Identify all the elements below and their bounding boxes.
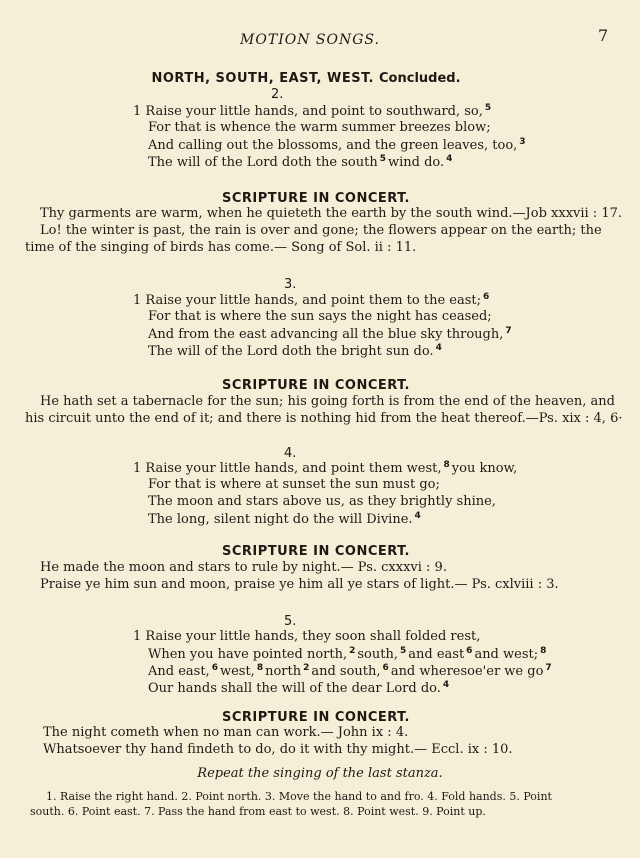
- motion-marker: 8: [540, 646, 547, 656]
- scripture-line: Praise ye him sun and moon, praise ye him all ye stars of light.— Ps. cxlviii : 3.: [40, 577, 559, 592]
- motion-marker: 5: [399, 646, 407, 656]
- scripture-line: Lo! the winter is past, the rain is over and gone; the flowers appear on the earth; the: [40, 223, 602, 238]
- motion-marker: 8: [256, 663, 264, 673]
- section-title-suffix: Concluded.: [379, 71, 461, 86]
- page-number: 7: [598, 26, 609, 45]
- motion-marker: 4: [414, 511, 421, 521]
- stanza-number: 5.: [284, 614, 297, 629]
- verse-line: [148, 477, 440, 492]
- verse-text: wind do.: [387, 155, 445, 170]
- stanza-number: 4.: [284, 446, 297, 461]
- stanza-number: 2.: [271, 87, 284, 102]
- verse-line: [148, 663, 554, 679]
- running-title: MOTION SONGS.: [240, 32, 380, 48]
- motion-marker: 5: [379, 154, 386, 164]
- scripture-line: He hath set a tabernacle for the sun; his going forth is from the end of the heaven, and: [40, 394, 615, 409]
- verse-text: west,: [219, 664, 255, 679]
- verse-text: And east,: [148, 664, 210, 679]
- verse-line: [148, 137, 528, 153]
- motion-marker: 6: [211, 663, 218, 673]
- motion-marker: 4: [442, 680, 450, 690]
- motion-marker: 7: [505, 326, 512, 336]
- scripture-line: Whatsoever thy hand findeth to do, do it with thy might.— Eccl. ix : 10.: [43, 742, 513, 757]
- verse-line: [148, 120, 491, 135]
- motion-marker: 8: [443, 460, 450, 470]
- verse-text: The long, silent night do the will Divine.: [148, 512, 413, 527]
- motion-marker: 6: [483, 292, 490, 302]
- verse-text: When you have pointed north,: [148, 647, 348, 662]
- verse-text: Our hands shall the will of the dear Lord do.: [148, 681, 441, 696]
- scripture-heading: SCRIPTURE IN CONCERT.: [221, 544, 410, 559]
- motion-marker: 4: [446, 154, 453, 164]
- verse-line: [133, 103, 493, 119]
- stanza-number: 3.: [284, 277, 297, 292]
- verse-text: and east: [408, 647, 465, 662]
- motion-marker: 6: [382, 663, 389, 673]
- motion-marker: 7: [545, 663, 552, 673]
- verse-text: The moon and stars above us, as they brightly shine,: [148, 494, 496, 509]
- scripture-line: The night cometh when no man can work.— John ix : 4.: [43, 725, 409, 740]
- verse-line: [133, 292, 491, 308]
- verse-text: north: [265, 664, 302, 679]
- motion-marker: 3: [519, 137, 526, 147]
- verse-text: For that is where the sun says the night has ceased;: [148, 309, 492, 324]
- verse-line: [148, 309, 492, 324]
- footnote-line: 1. Raise the right hand. 2. Point north. 3. Move the hand to and fro. 4. Fold hands. 5. Point: [46, 790, 552, 803]
- footnote-line: south. 6. Point east. 7. Pass the hand from east to west. 8. Point west. 9. Point up.: [30, 805, 486, 818]
- verse-text: south,: [357, 647, 398, 662]
- verse-line-number: 1: [133, 104, 142, 119]
- verse-line-number: 1: [133, 293, 142, 308]
- verse-line-number: 1: [133, 461, 142, 476]
- verse-text: For that is whence the warm summer breezes blow;: [148, 120, 491, 135]
- verse-text: Raise your little hands, they soon shall folded rest,: [145, 629, 481, 644]
- scripture-line: Thy garments are warm, when he quieteth the earth by the south wind.—Job xxxvii : 17.: [40, 206, 622, 221]
- verse-line: [133, 629, 480, 644]
- verse-text: And calling out the blossoms, and the green leaves, too,: [148, 138, 518, 153]
- verse-line: [133, 460, 517, 476]
- verse-line: [148, 326, 514, 342]
- scripture-heading: SCRIPTURE IN CONCERT.: [221, 710, 410, 725]
- motion-marker: 2: [349, 646, 356, 656]
- verse-line-number: 1: [133, 629, 142, 644]
- repeat-note: Repeat the singing of the last stanza.: [197, 766, 443, 781]
- verse-text: For that is where at sunset the sun must go;: [148, 477, 440, 492]
- scripture-line: He made the moon and stars to rule by night.— Ps. cxxxvi : 9.: [40, 560, 447, 575]
- verse-line: [148, 646, 548, 662]
- scripture-line: time of the singing of birds has come.— Song of Sol. ii : 11.: [25, 240, 417, 255]
- verse-line: [148, 154, 454, 170]
- motion-marker: 6: [466, 646, 473, 656]
- verse-line: [148, 343, 444, 359]
- motion-marker: 5: [484, 103, 492, 113]
- verse-text: and south,: [311, 664, 381, 679]
- motion-marker: 2: [303, 663, 310, 673]
- section-title-line: [0, 67, 612, 86]
- verse-text: and west;: [474, 647, 539, 662]
- scripture-heading: SCRIPTURE IN CONCERT.: [221, 191, 410, 206]
- verse-text: Raise your little hands, and point to southward, so,: [145, 104, 483, 119]
- section-title: NORTH, SOUTH, EAST, WEST.: [151, 71, 374, 86]
- verse-text: you know,: [451, 461, 518, 476]
- verse-line: [148, 680, 451, 696]
- verse-line: [148, 494, 496, 509]
- verse-text: Raise your little hands, and point them to the east;: [145, 293, 481, 308]
- verse-text: Raise your little hands, and point them west,: [145, 461, 442, 476]
- verse-text: and wheresoe'er we go: [390, 664, 544, 679]
- verse-line: [148, 511, 423, 527]
- scripture-line: his circuit unto the end of it; and there is nothing hid from the heat thereof.—Ps. xix : 4, 6·: [25, 411, 623, 426]
- verse-text: The will of the Lord doth the south: [148, 155, 378, 170]
- verse-text: And from the east advancing all the blue sky through,: [148, 327, 504, 342]
- motion-marker: 4: [435, 343, 442, 353]
- verse-text: The will of the Lord doth the bright sun do.: [148, 344, 434, 359]
- scripture-heading: SCRIPTURE IN CONCERT.: [221, 378, 410, 393]
